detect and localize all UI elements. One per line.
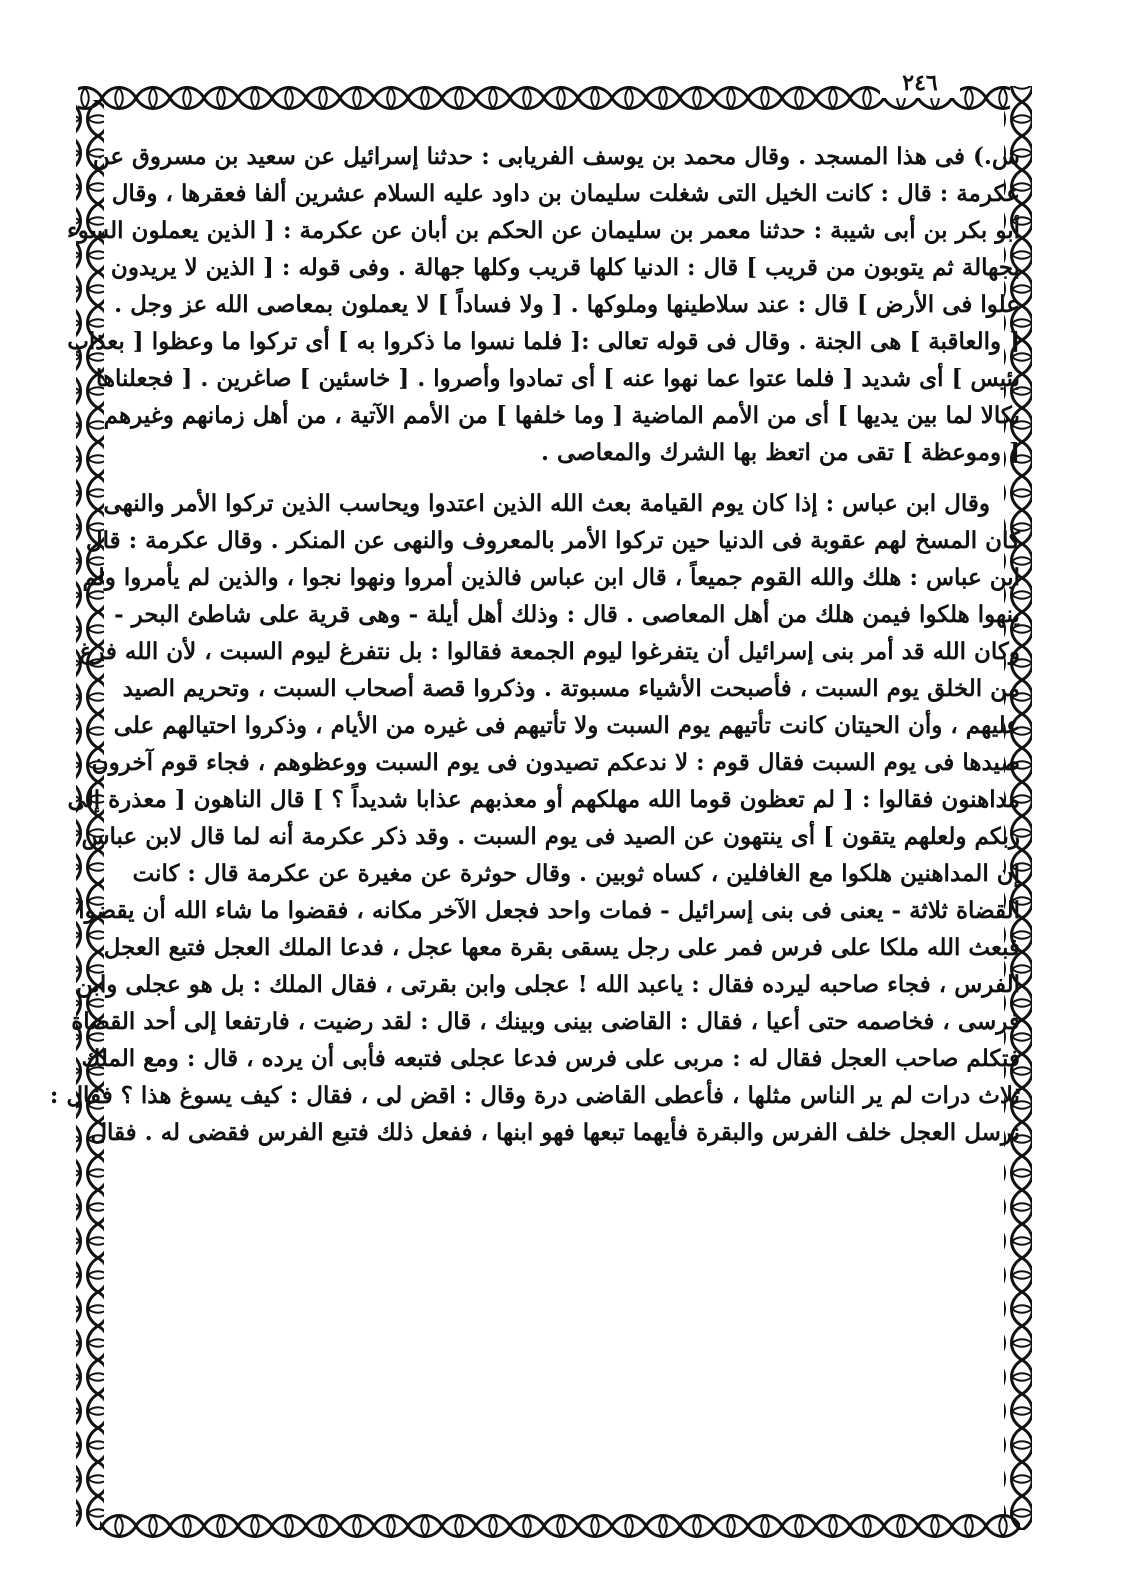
text-line: نرسل العجل خلف الفرس والبقرة فأيهما تبعها فهو ابنها ، ففعل ذلك فتبع الفرس فقضى له . فقال — [90, 1119, 1020, 1146]
text-line: عليهم ، وأن الحيتان كانت تأتيهم يوم السبت ولا تأتيهم فى غيره من الأيام ، وذكروا احتيالهم على — [113, 712, 1020, 739]
text-line: صيدها فى يوم السبت فقال قوم : لا ندعكم تصيدون فى يوم السبت ووعظوهم ، فجاء قوم آخرون — [91, 749, 1020, 776]
text-line: عكرمة : قال : كانت الخيل التى شغلت سليمان بن داود عليه السلام عشرين ألفا فعقرها ، وقال — [111, 180, 1020, 207]
text-line: علوا فى الأرض ] قال : عند سلاطينها وملوكها . [ ولا فساداً ] لا يعملون بمعاصى الله عز وجل . — [114, 291, 1020, 318]
text-line: وكان الله قد أمر بنى إسرائيل أن يتفرغوا ليوم الجمعة فقالوا : بل نتفرغ ليوم السبت ، لأن الله فرغ — [79, 638, 1020, 665]
page-number: ٢٤٦ — [880, 68, 960, 98]
paragraph-2 — [49, 485, 1020, 1151]
text-line: ثلاث درات لم ير الناس مثلها ، فأعطى القاضى درة وقال : اقض لى ، فقال : كيف يسوغ هذا ؟ فقال : — [49, 1082, 1020, 1109]
text-line: مداهنون فقالوا : [ لم تعظون قوما الله مهلكهم أو معذبهم عذابا شديداً ؟ ] قال الناهون [ معذرة إلى — [67, 786, 1020, 813]
text-line: القضاة ثلاثة - يعنى فى بنى إسرائيل - فمات واحد فجعل الآخر مكانه ، فقضوا ما شاء الله أن يقضوا — [78, 897, 1020, 924]
text-line: كان المسخ لهم عقوبة فى الدنيا حين تركوا الأمر بالمعروف والنهى عن المنكر . وقال عكرمة : قال — [85, 527, 1020, 554]
text-line: فرسى ، فخاصمه حتى أعيا ، فقال : القاضى بينى وبينك ، قال : لقد رضيت ، فارتفعا إلى أحد القضاة — [71, 1008, 1020, 1035]
text-line: إن المداهنين هلكوا مع الغافلين ، كساه ثوبين . وقال حوثرة عن مغيرة عن عكرمة قال : كانت — [132, 860, 1020, 887]
text-line: نكالا لما بين يديها ] أى من الأمم الماضية [ وما خلفها ] من الأمم الآتية ، من أهل زمانهم وغيرهم — [103, 402, 1020, 429]
border-top — [78, 86, 1010, 114]
text-line: [ والعاقبة ] هى الجنة . وقال فى قوله تعالى :[ فلما نسوا ما ذكروا به ] أى تركوا ما وعظوا [ بعذاب — [67, 328, 1020, 355]
text-line: ربكم ولعلهم يتقون ] أى ينتهون عن الصيد فى يوم السبت . وقد ذكر عكرمة أنه لما قال لابن عباس — [81, 823, 1020, 850]
text-line: من الخلق يوم السبت ، فأصبحت الأشياء مسبوتة . وذكروا قصة أصحاب السبت ، وتحريم الصيد — [122, 675, 1020, 702]
text-line: [ وموعظة ] تقى من اتعظ بها الشرك والمعاصى . — [540, 439, 1020, 466]
text-line: فبعث الله ملكا على فرس فمر على رجل يسقى بقرة معها عجل ، فدعا الملك العجل فتبع العجل — [103, 934, 1020, 961]
text-line: أبو بكر بن أبى شيبة : حدثنا معمر بن سليمان عن الحكم بن أبان عن عكرمة : [ الذين يعملون السوء — [66, 217, 1020, 244]
text-line: الفرس ، فجاء صاحبه ليرده فقال : ياعبد الله ! عجلى وابن بقرتى ، فقال الملك : بل هو عجلى وابن — [75, 971, 1020, 998]
text-line: وقال ابن عباس : إذا كان يوم القيامة بعث الله الذين اعتدوا ويحاسب الذين تركوا الأمر والنهى — [103, 490, 990, 517]
text-line: بجهالة ثم يتوبون من قريب ] قال : الدنيا كلها قريب وكلها جهالة . وفى قوله : [ الذين لا يريدون — [110, 254, 1020, 281]
text-line: فتكلم صاحب العجل فقال له : مربى على فرس فدعا عجلى فتبعه فأبى أن يرده ، قال : ومع الملك — [81, 1045, 1020, 1072]
border-bottom — [100, 1514, 1020, 1542]
paragraph-1 — [66, 138, 1020, 471]
text-body — [49, 138, 1020, 1518]
text-line: ابن عباس : هلك والله القوم جميعاً ، قال ابن عباس فالذين أمروا ونهوا نجوا ، والذين لم يأمروا ولم — [82, 564, 1020, 591]
text-line: س.) فى هذا المسجد . وقال محمد بن يوسف الفريابى : حدثنا إسرائيل عن سعيد بن مسروق عن — [92, 143, 1020, 170]
text-line: ينهوا هلكوا فيمن هلك من أهل المعاصى . قال : وذلك أهل أيلة - وهى قرية على شاطئ البحر - — [114, 601, 1020, 628]
text-line: بئيس ] أى شديد [ فلما عتوا عما نهوا عنه ] أى تمادوا وأصروا . [ خاسئين ] صاغرين . [ فجعلناها — [95, 365, 1020, 392]
